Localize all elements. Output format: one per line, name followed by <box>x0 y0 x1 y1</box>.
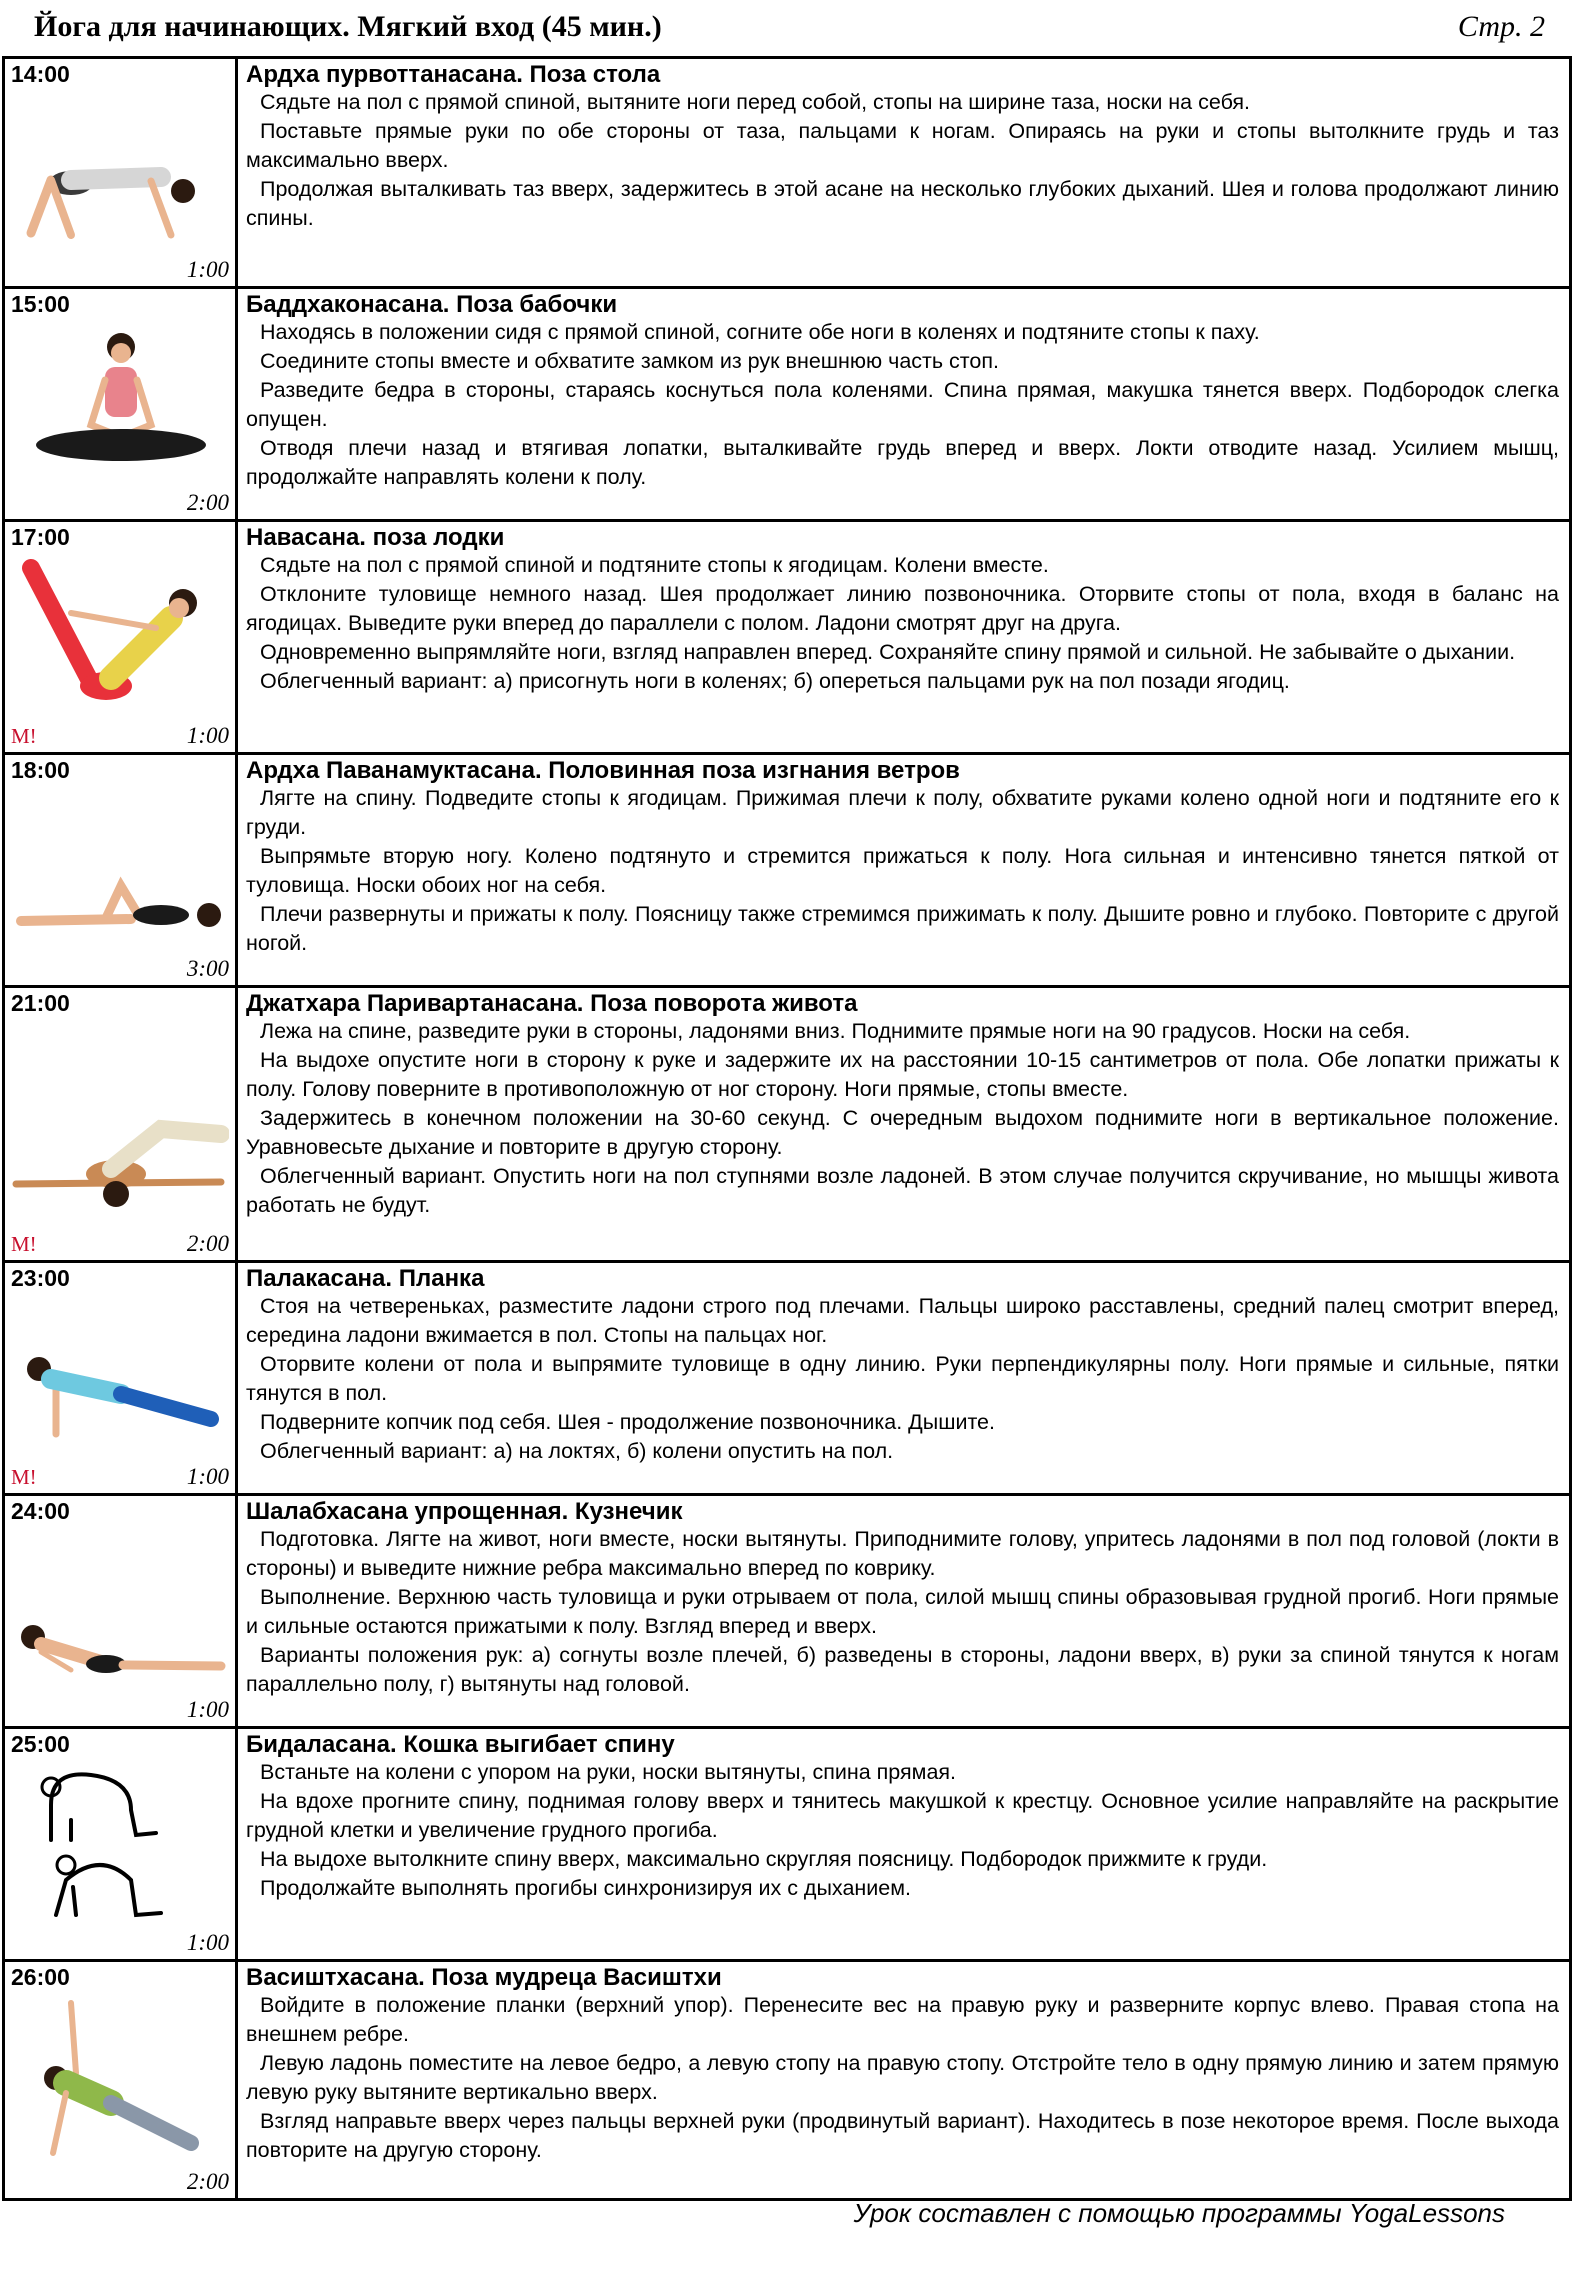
pose-illustration <box>11 1532 229 1692</box>
pose-illustration <box>11 1765 229 1925</box>
pose-paragraph: Облегченный вариант. Опустить ноги на пол ступнями возле ладоней. В этом случае получится скручивание, но мышцы живота работать не будут. <box>246 1164 1559 1217</box>
pose-row <box>5 1496 1569 1729</box>
pose-description-cell <box>238 755 1569 985</box>
pose-illustration <box>11 95 229 245</box>
pose-paragraph: Плечи развернуты и прижаты к полу. Поясницу также стремимся прижимать к полу. Дышите ровно и глубоко. Повторите с другой ногой. <box>246 902 1559 955</box>
pose-info-cell <box>5 1729 238 1959</box>
pose-description-cell <box>238 1962 1569 2198</box>
pose-info-cell <box>5 755 238 985</box>
pose-paragraph: Одновременно выпрямляйте ноги, взгляд направлен вперед. Сохраняйте спину прямой и сильной. Не забывайте о дыхании. <box>260 640 1516 664</box>
pose-row <box>5 522 1569 755</box>
warning-marker: М! <box>11 724 37 748</box>
pose-duration: 2:00 <box>186 1231 229 1256</box>
pose-title: Васиштхасана. Поза мудреца Васиштхи <box>246 1964 722 1991</box>
pose-description-cell <box>238 988 1569 1260</box>
pose-time: 18:00 <box>11 757 70 783</box>
pose-row <box>5 1263 1569 1496</box>
pose-duration: 1:00 <box>186 1464 229 1489</box>
pose-paragraph: Выполнение. Верхнюю часть туловища и руки отрываем от пола, силой мышц спины образовывая грудной прогиб. Ноги прямые и сильные остаются прижатыми к полу. Взгляд вперед и вверх. <box>246 1585 1559 1638</box>
pose-title: Ардха Паванамуктасана. Половинная поза изгнания ветров <box>246 757 960 784</box>
pose-paragraph: Продолжая выталкивать таз вверх, задержитесь в этой асане на несколько глубоких дыханий. Шея и голова продолжают линию спины. <box>246 177 1559 230</box>
pose-paragraph: Облегченный вариант: а) присогнуть ноги в коленях; б) опереться пальцами рук на пол позади ягодиц. <box>260 669 1290 693</box>
pose-paragraph: Соедините стопы вместе и обхватите замком из рук внешнюю часть стоп. <box>260 349 999 373</box>
warning-marker: М! <box>11 1232 37 1256</box>
pose-title: Навасана. поза лодки <box>246 524 505 551</box>
pose-illustration <box>11 558 229 718</box>
pose-duration: 1:00 <box>186 257 229 282</box>
pose-duration: 2:00 <box>186 2169 229 2194</box>
warning-marker: М! <box>11 1465 37 1489</box>
pose-info-cell <box>5 59 238 286</box>
pose-paragraph: Поставьте прямые руки по обе стороны от таза, пальцами к ногам. Опираясь на руки и стопы вытолкните грудь и таз максимально вверх. <box>246 119 1559 172</box>
pose-paragraph: Задержитесь в конечном положении на 30-60 секунд. С очередным выдохом поднимите ноги в вертикальное положение. Уравновесьте дыхание и повторите в другую сторону. <box>246 1106 1559 1159</box>
pose-row <box>5 59 1569 289</box>
pose-title: Шалабхасана упрощенная. Кузнечик <box>246 1498 683 1525</box>
pose-illustration <box>11 1299 229 1459</box>
pose-illustration <box>11 791 229 951</box>
pose-duration: 2:00 <box>186 490 229 515</box>
pose-paragraph: Войдите в положение планки (верхний упор). Перенесите вес на правую руку и разверните корпус влево. Правая стопа на внешнем ребре. <box>246 1993 1559 2046</box>
pose-illustration <box>11 1024 229 1224</box>
pose-time: 24:00 <box>11 1498 70 1524</box>
pose-info-cell <box>5 289 238 519</box>
pose-paragraph: Сядьте на пол с прямой спиной, вытяните ноги перед собой, стопы на ширине таза, носки на себя. <box>260 90 1251 114</box>
pose-paragraph: На вдохе прогните спину, поднимая голову вверх и тянитесь макушкой к крестцу. Основное усилие направляйте на раскрытие грудной клетки и увеличение грудного прогиба. <box>246 1789 1559 1842</box>
pose-paragraph: Облегченный вариант: а) на локтях, б) колени опустить на пол. <box>260 1439 894 1463</box>
pose-time: 17:00 <box>11 524 70 550</box>
pose-paragraph: Подверните копчик под себя. Шея - продолжение позвоночника. Дышите. <box>260 1410 995 1434</box>
pose-row <box>5 289 1569 522</box>
pose-title: Палакасана. Планка <box>246 1265 485 1292</box>
pose-paragraph: Встаньте на колени с упором на руки, носки вытянуты, спина прямая. <box>260 1760 957 1784</box>
page-header <box>0 0 1575 56</box>
pose-paragraph: Взгляд направьте вверх через пальцы верхней руки (продвинутый вариант). Находитесь в позе некоторое время. После выхода повторите на другую сторону. <box>246 2109 1559 2162</box>
pose-info-cell <box>5 1962 238 2198</box>
pose-time: 21:00 <box>11 990 70 1016</box>
pose-description-cell <box>238 1496 1569 1726</box>
pose-paragraph: Подготовка. Лягте на живот, ноги вместе, носки вытянуты. Приподнимите голову, упритесь ладонями в пол под головой (локти в стороны) и выведите нижние ребра максимально вперед по коврику. <box>246 1527 1559 1580</box>
pose-paragraph: Лягте на спину. Подведите стопы к ягодицам. Прижимая плечи к полу, обхватите руками колено одной ноги и подтяните его к груди. <box>246 786 1559 839</box>
pose-duration: 1:00 <box>186 1930 229 1955</box>
pose-row <box>5 988 1569 1263</box>
pose-paragraph: Разведите бедра в стороны, стараясь коснуться пола коленями. Спина прямая, макушка тянется вверх. Подбородок слегка опущен. <box>246 378 1559 431</box>
pose-title: Джатхара Паривартанасана. Поза поворота живота <box>246 990 858 1017</box>
pose-paragraph: Варианты положения рук: а) согнуты возле плечей, б) разведены в стороны, ладони вверх, в) руки за спиной тянутся к ногам параллельно полу, г) вытянуты над головой. <box>246 1643 1559 1696</box>
pose-description-cell <box>238 1263 1569 1493</box>
pose-info-cell <box>5 1263 238 1493</box>
pose-row <box>5 1962 1569 2198</box>
pose-time: 26:00 <box>11 1964 70 1990</box>
pose-paragraph: Лежа на спине, разведите руки в стороны, ладонями вниз. Поднимите прямые ноги на 90 градусов. Носки на себя. <box>260 1019 1411 1043</box>
pose-paragraph: Оторвите колени от пола и выпрямите туловище в одну линию. Руки перпендикулярны полу. Ноги прямые и сильные, пятки тянутся в пол. <box>246 1352 1559 1405</box>
pose-time: 25:00 <box>11 1731 70 1757</box>
pose-paragraph: Стоя на четвереньках, разместите ладони строго под плечами. Пальцы широко расставлены, средний палец смотрит вперед, середина ладони вжимается в пол. Стопы на пальцах ног. <box>246 1294 1559 1347</box>
pose-time: 14:00 <box>11 61 70 87</box>
pose-table <box>2 56 1572 2201</box>
pose-paragraph: Отклоните туловище немного назад. Шея продолжает линию позвоночника. Оторвите стопы от пола, входя в баланс на ягодицах. Выведите руки вперед до параллели с полом. Ладони смотрят друг на друга. <box>246 582 1559 635</box>
pose-duration: 1:00 <box>186 1697 229 1722</box>
pose-title: Ардха пурвоттанасана. Поза стола <box>246 61 661 88</box>
pose-paragraph: На выдохе вытолкните спину вверх, максимально скругляя поясницу. Подбородок прижмите к груди. <box>260 1847 1268 1871</box>
pose-description-cell <box>238 1729 1569 1959</box>
pose-time: 23:00 <box>11 1265 70 1291</box>
pose-illustration <box>11 325 229 485</box>
pose-paragraph: Находясь в положении сидя с прямой спиной, согните обе ноги в коленях и подтяните стопы к паху. <box>260 320 1260 344</box>
pose-time: 15:00 <box>11 291 70 317</box>
pose-paragraph: На выдохе опустите ноги в сторону к руке и задержите их на расстоянии 10-15 сантиметров от пола. Обе лопатки прижаты к полу. Голову поверните в противоположную от ног сторону. Ноги прямые, стопы вместе. <box>246 1048 1559 1101</box>
pose-description-cell <box>238 59 1569 286</box>
pose-info-cell <box>5 1496 238 1726</box>
pose-info-cell <box>5 988 238 1260</box>
pose-paragraph: Сядьте на пол с прямой спиной и подтяните стопы к ягодицам. Колени вместе. <box>260 553 1049 577</box>
pose-paragraph: Продолжайте выполнять прогибы синхронизируя их с дыханием. <box>260 1876 911 1900</box>
pose-row <box>5 755 1569 988</box>
document-title: Йога для начинающих. Мягкий вход (45 мин.) <box>34 10 662 43</box>
pose-description-cell <box>238 522 1569 752</box>
pose-duration: 3:00 <box>186 956 229 981</box>
pose-row <box>5 1729 1569 1962</box>
pose-paragraph: Выпрямьте вторую ногу. Колено подтянуто и стремится прижаться к полу. Нога сильная и интенсивно тянется пяткой от туловища. Носки обоих ног на себя. <box>246 844 1559 897</box>
pose-duration: 1:00 <box>186 723 229 748</box>
pose-title: Бидаласана. Кошка выгибает спину <box>246 1731 675 1758</box>
pose-description-cell <box>238 289 1569 519</box>
pose-info-cell <box>5 522 238 752</box>
pose-paragraph: Левую ладонь поместите на левое бедро, а левую стопу на правую стопу. Отстройте тело в одну прямую линию и затем прямую левую руку вытяните вертикально вверх. <box>246 2051 1559 2104</box>
page-number: Стр. 2 <box>1457 10 1545 43</box>
pose-illustration <box>11 1998 229 2168</box>
footer-credit: Урок составлен с помощью программы YogaLessons <box>853 2198 1505 2228</box>
pose-title: Баддхаконасана. Поза бабочки <box>246 291 618 318</box>
pose-paragraph: Отводя плечи назад и втягивая лопатки, выталкивайте грудь вперед и вверх. Локти отводите назад. Усилием мышц, продолжайте направлять колени к полу. <box>246 436 1559 489</box>
